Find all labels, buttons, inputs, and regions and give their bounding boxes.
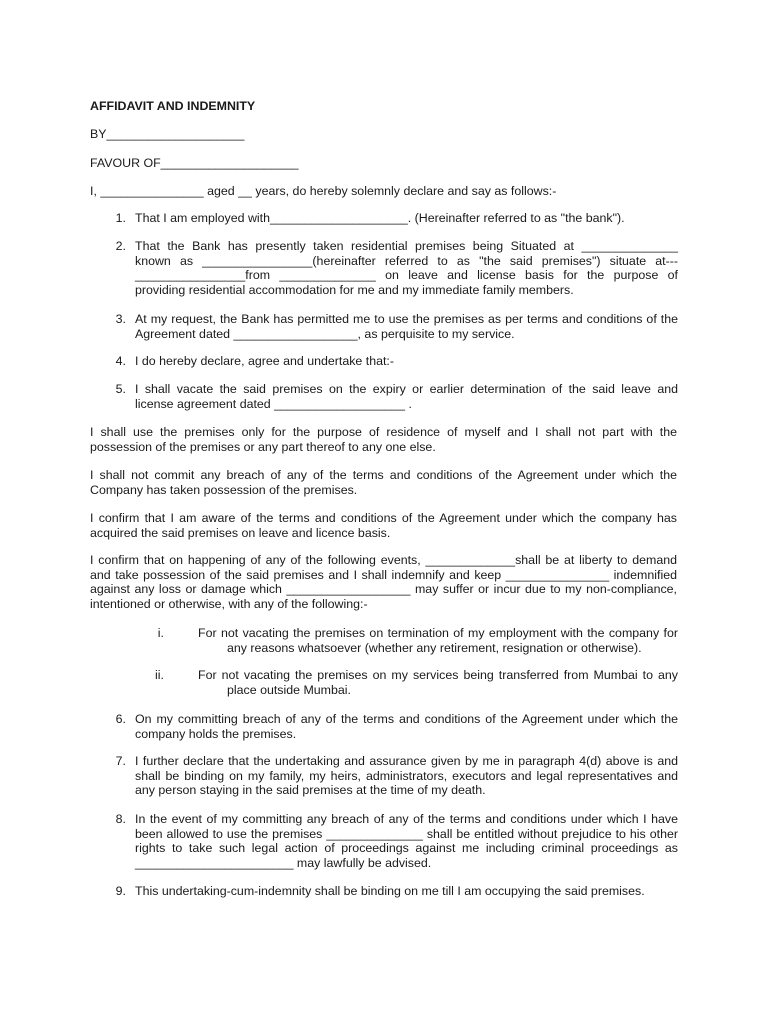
paragraph-line: intentioned or otherwise, with any of the following:- [90, 596, 368, 611]
paragraph-line: I confirm that I am aware of the terms and conditions of the Agreement under which the company has [90, 511, 677, 525]
document-title: AFFIDAVIT AND INDEMNITY [90, 99, 256, 113]
item-text: For not vacating the premises on my services being transferred from Mumbai to any [198, 668, 678, 682]
item-text: providing residential accommodation for me and my immediate family members. [135, 282, 574, 297]
item-text: any person staying in the said premises at the time of my death. [135, 783, 486, 798]
list-item [112, 712, 678, 741]
item-text: At my request, the Bank has permitted me to use the premises as per terms and conditions of the [135, 312, 678, 326]
item-number: 1. [115, 211, 126, 225]
paragraph [90, 425, 677, 454]
list-item [112, 812, 678, 870]
item-text: I do hereby declare, agree and undertake that:- [135, 354, 394, 368]
paragraph [90, 553, 677, 611]
item-text: any reasons whatsoever (whether any retirement, resignation or otherwise). [227, 640, 642, 655]
paragraph [90, 511, 677, 540]
item-text: shall be binding on my family, my heirs, administrators, executors and legal representatives and [135, 768, 678, 783]
item-number: 2. [115, 239, 126, 253]
item-text: In the event of my committing any breach of any of the terms and conditions under which I have [135, 812, 678, 826]
item-text: I further declare that the undertaking and assurance given by me in paragraph 4(d) above is and [135, 754, 678, 768]
item-number: 7. [115, 754, 126, 768]
paragraph-line: possession of the premises or any part thereof to any one else. [90, 439, 436, 454]
paragraph-line: and take possession of the said premises and I shall indemnify and keep _______________ indemnified [90, 567, 677, 582]
paragraph-line: against any loss or damage which __________________ may suffer or incur due to my non-compliance, [90, 582, 677, 597]
item-text: known as ________________(hereinafter referred to as "the said premises") situate at--- [135, 253, 678, 268]
paragraph [90, 468, 677, 497]
item-text: That I am employed with____________________. (Hereinafter referred to as "the bank"). [135, 211, 625, 225]
list-item [112, 211, 678, 226]
list-item [112, 239, 678, 297]
item-number: 4. [115, 354, 126, 368]
item-text: rights to take such legal action of proceedings against me including criminal proceedings as [135, 841, 678, 856]
item-text: ________________from ______________ on leave and license basis for the purpose of [135, 268, 678, 283]
by-line: BY____________________ [90, 127, 245, 141]
item-text: That the Bank has presently taken residential premises being Situated at ______________ [135, 239, 678, 253]
item-text: _______________________ may lawfully be advised. [135, 855, 432, 870]
intro-line: I, _______________ aged __ years, do hereby solemnly declare and say as follows:- [90, 184, 557, 198]
list-item [112, 382, 678, 411]
paragraph-line: acquired the said premises on leave and licence basis. [90, 525, 391, 540]
item-text: This undertaking-cum-indemnity shall be binding on me till I am occupying the said premises. [135, 884, 645, 898]
paragraph-line: I shall use the premises only for the purpose of residence of myself and I shall not part with the [90, 425, 677, 439]
paragraph-line: I confirm that on happening of any of the following events, _____________shall be at liberty to demand [90, 553, 677, 567]
item-number: 5. [115, 382, 126, 396]
item-text: On my committing breach of any of the terms and conditions of the Agreement under which the [135, 712, 678, 726]
roman-number: ii. [155, 668, 164, 682]
list-item [112, 312, 678, 341]
item-text: been allowed to use the premises ______________ shall be entitled without prejudice to his other [135, 826, 678, 841]
item-text: place outside Mumbai. [227, 682, 351, 697]
paragraph-line: Company has taken possession of the premises. [90, 482, 358, 497]
list-item [112, 884, 678, 899]
roman-list-item [150, 668, 678, 697]
item-text: company holds the premises. [135, 726, 297, 741]
item-text: Agreement dated __________________, as perquisite to my service. [135, 326, 515, 341]
item-text: For not vacating the premises on termination of my employment with the company for [198, 626, 678, 640]
item-number: 8. [115, 812, 126, 826]
item-text: I shall vacate the said premises on the expiry or earlier determination of the said leave and [135, 382, 678, 396]
roman-number: i. [157, 626, 164, 640]
item-number: 3. [115, 312, 126, 326]
list-item [112, 354, 678, 369]
list-item [112, 754, 678, 798]
item-text: license agreement dated ___________________ . [135, 396, 412, 411]
paragraph-line: I shall not commit any breach of any of the terms and conditions of the Agreement under which the [90, 468, 677, 482]
item-number: 9. [115, 884, 126, 898]
roman-list-item [150, 626, 678, 655]
favour-of-line: FAVOUR OF____________________ [90, 156, 299, 170]
item-number: 6. [115, 712, 126, 726]
